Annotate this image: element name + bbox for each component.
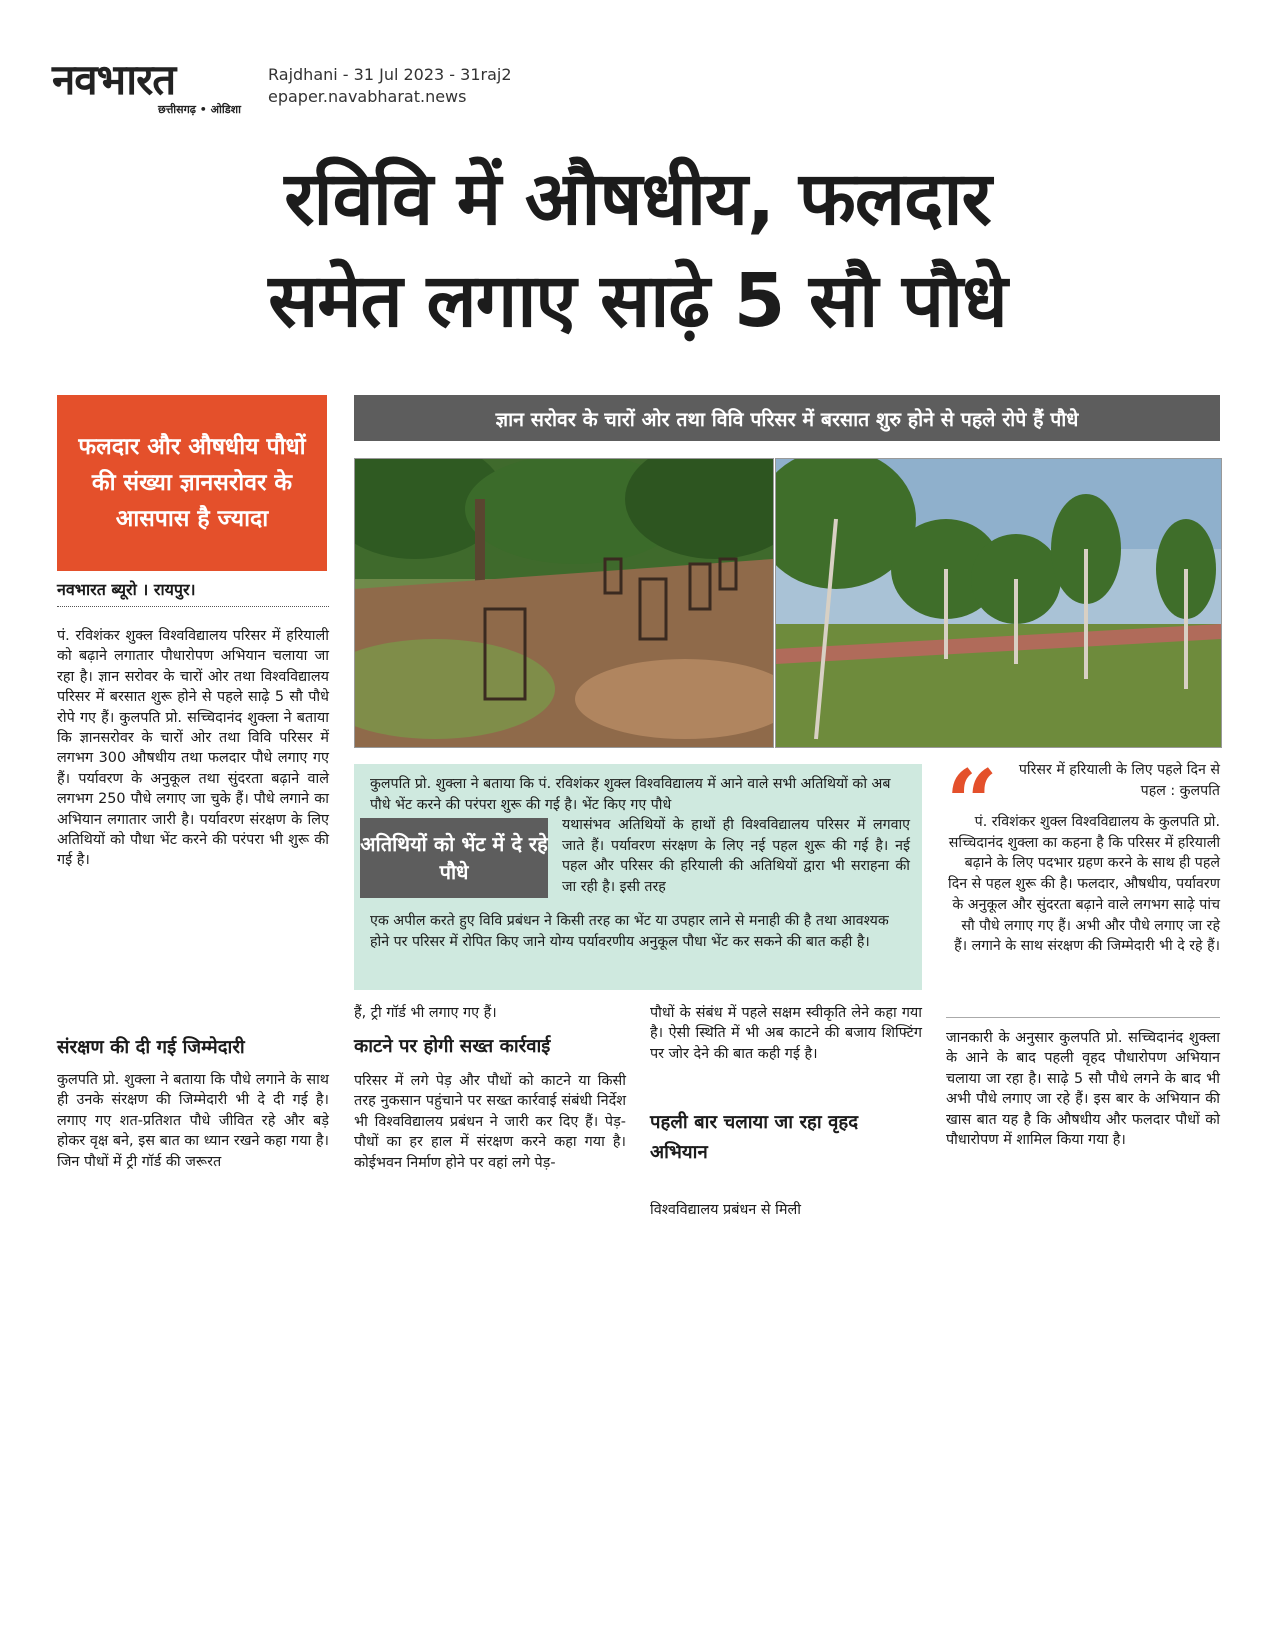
headline-line2: समेत लगाए साढ़े 5 सौ पौधे [268, 258, 1007, 344]
quote-divider [946, 1017, 1220, 1018]
column-2-lead: हैं, ट्री गॉर्ड भी लगाए गए हैं। [354, 1005, 497, 1021]
column-3-text: पौधों के संबंध में पहले सक्षम स्वीकृति लेने कहा गया है। ऐसी स्थिति में भी अब काटने की बजाय शिफ्टिंग पर जोर देने की बात कही गई है। [650, 1005, 922, 1062]
photo-saplings-tree-guards [354, 458, 774, 748]
highlight-text-1: कुलपति प्रो. शुक्ला ने बताया कि पं. रविशंकर शुक्ल विश्वविद्यालय में आने वाले सभी अतिथियों को अब पौधे भेंट करने की परंपरा शुरू की गई है। भेंट किए गए पौधे [370, 776, 891, 813]
byline-divider [57, 606, 329, 607]
edition-info [268, 64, 512, 108]
headline-line1: रविवि में औषधीय, फलदार [284, 156, 991, 242]
quote-title: परिसर में हरियाली के लिए पहले दिन से पहल : कुलपति [1018, 762, 1220, 799]
column-3-tail: विश्वविद्यालय प्रबंधन से मिली [650, 1202, 801, 1218]
byline: नवभारत ब्यूरो । रायपुर। [57, 580, 196, 599]
photo-strap: ज्ञान सरोवर के चारों ओर तथा विवि परिसर में बरसात शुरु होने से पहले रोपे हैं पौधे [354, 395, 1220, 441]
subhead-protection: संरक्षण की दी गई जिम्मेदारी [57, 1037, 245, 1058]
quote-body: पं. रविशंकर शुक्ल विश्वविद्यालय के कुलपति प्रो. सच्चिदानंद शुक्ला का कहना है कि परिसर में हरियाली बढ़ाने के लिए पदभार ग्रहण करने के साथ ही पहले दिन से पहल शुरू की है। फलदार, औषधीय, पर्यावरण के अनुकूल और सुंदरता बढ़ाने वाले लगभग साढ़े पांच सौ पौधे लगाए गए हैं। अभी और पौधे लगाए जा रहे हैं। लगाने के साथ संरक्षण की जिम्मेदारी भी दे रहे हैं। [948, 814, 1220, 955]
column-2-text: परिसर में लगे पेड़ और पौधों को काटने या किसी तरह नुकसान पहुंचाने पर सख्त कार्रवाई संबंधी निर्देश भी विश्वविद्यालय प्रबंधन ने जारी कर दिए हैं। पेड़-पौधों का हर हाल में संरक्षण करने कहा गया है। कोईभवन निर्माण होने पर वहां लगे पेड़- [354, 1073, 626, 1171]
quote-mark-icon: “ [946, 750, 998, 856]
newspaper-logo [52, 55, 247, 120]
logo-region: छत्तीसगढ़ • ओडिशा [158, 103, 241, 116]
column-4-text: जानकारी के अनुसार कुलपति प्रो. सच्चिदानंद शुक्ला के आने के बाद पहली वृहद पौधारोपण अभियान चलाया जा रहा है। साढ़े 5 सौ पौधे लगने के बाद भी अभी पौधे लगाए जा रहे हैं। इस बार के अभियान की खास बात यह है कि औषधीय और फलदार पौधों को पौधारोपण में शामिल किया गया है। [946, 1030, 1220, 1149]
highlight-text-2: यथासंभव अतिथियों के हाथों ही विश्वविद्यालय परिसर में लगवाए जाते हैं। पर्यावरण संरक्षण के लिए नई पहल शुरू की गई है। नई पहल और परिसर की हरियाली की अतिथियों द्वारा भी सराहना की जा रही है। इसी तरह [562, 817, 910, 895]
subhead-strict-action: काटने पर होगी सख्त कार्रवाई [354, 1036, 551, 1057]
edition-date: Rajdhani - 31 Jul 2023 - 31raj2 [268, 65, 512, 84]
column-1-text-2: कुलपति प्रो. शुक्ला ने बताया कि पौधे लगाने के साथ ही उनके संरक्षण की जिम्मेदारी भी दे दी गई है। लगाए गए शत-प्रतिशत पौधे जीवित रहे और बड़े होकर वृक्ष बने, इस बात का ध्यान रखने कहा गया है। जिन पौधों में ट्री गॉर्ड की जरूरत [57, 1072, 329, 1170]
highlight-label: अतिथियों को भेंट में दे रहे पौधे [360, 818, 548, 898]
column-1-text: पं. रविशंकर शुक्ल विश्वविद्यालय परिसर में हरियाली को बढ़ाने लगातार पौधारोपण अभियान चलाया जा रहा है। ज्ञान सरोवर के चारों ओर तथा विश्वविद्यालय परिसर में बरसात शुरू होने से पहले साढ़े 5 सौ पौधे रोपे गए हैं। कुलपति प्रो. सच्चिदानंद शुक्ला ने बताया कि ज्ञानसरोवर के चारों ओर तथा विवि परिसर में लगभग 300 औषधीय तथा फलदार पौधे लगाए गए हैं। पर्यावरण के अनुकूल तथा सुंदरता बढ़ाने वाले लगभग 250 पौधे लगाए जा चुके हैं। पौधे लगाने का अभियान लगातार जारी है। पर्यावरण संरक्षण के लिए अतिथियों को पौधा भेंट करने की परंपरा भी शुरू की गई है। [57, 628, 329, 869]
photo-planted-trees [775, 458, 1222, 748]
subhead-first-campaign: पहली बार चलाया जा रहा वृहद अभियान [650, 1112, 859, 1163]
highlight-text-3: एक अपील करते हुए विवि प्रबंधन ने किसी तरह का भेंट या उपहार लाने से मनाही की है तथा आवश्यक होने पर परिसर में रोपित किए जाने योग्य पर्यावरणीय अनुकूल पौधा भेंट कर सकने की बात कही है। [370, 913, 889, 950]
edition-url[interactable]: epaper.navabharat.news [268, 87, 467, 106]
headline [60, 148, 1215, 352]
logo-name: नवभारत [52, 55, 176, 104]
photo-right-illustration [776, 459, 1221, 747]
kicker-box: फलदार और औषधीय पौधों की संख्या ज्ञानसरोवर के आसपास है ज्यादा [57, 395, 327, 571]
photo-left-illustration [355, 459, 773, 747]
